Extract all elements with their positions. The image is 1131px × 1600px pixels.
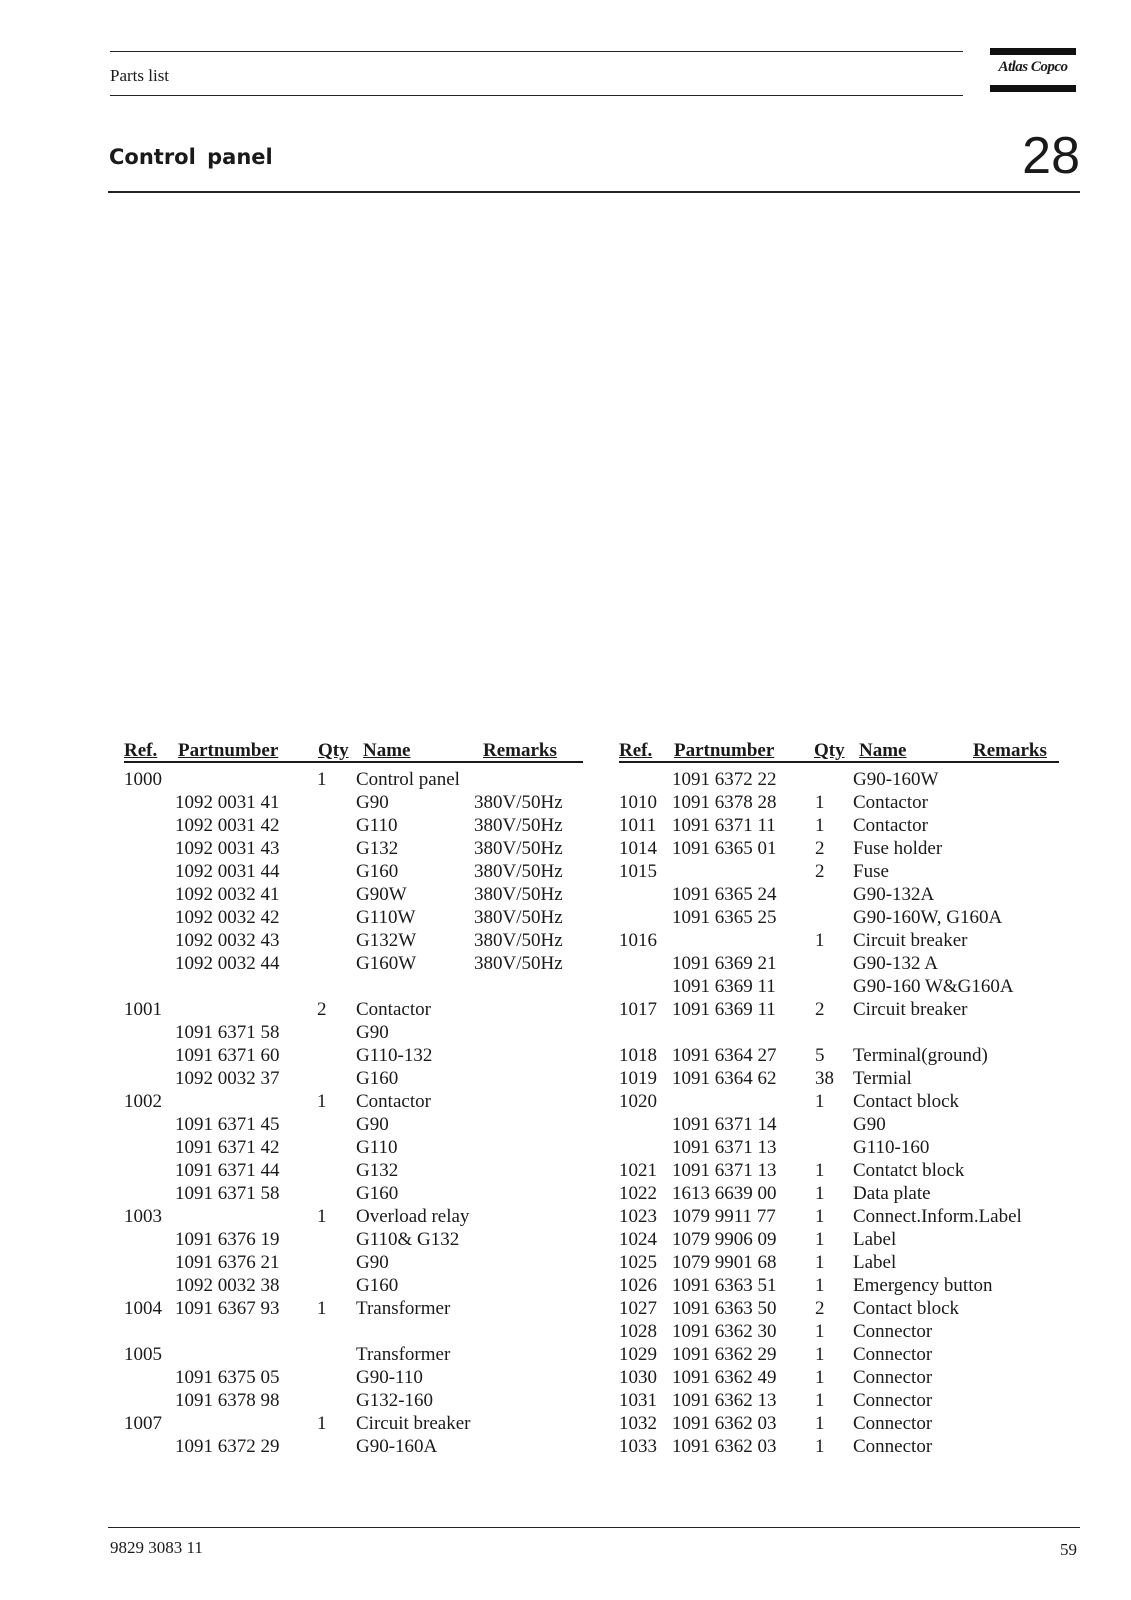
cell-ref: 1003 [124, 1206, 162, 1227]
cell-partnumber: 1091 6371 11 [672, 815, 776, 836]
cell-partnumber: 1092 0032 42 [175, 907, 280, 928]
table-row [619, 838, 1059, 861]
cell-name: G110-132 [356, 1045, 433, 1066]
cell-partnumber: 1091 6369 11 [672, 976, 776, 997]
table-row [124, 1436, 583, 1459]
table-row [619, 861, 1059, 884]
cell-partnumber: 1091 6367 93 [175, 1298, 280, 1319]
cell-name: G90W [356, 884, 407, 905]
cell-qty: 1 [815, 1160, 825, 1181]
table-header [619, 740, 1059, 764]
cell-name: G90 [356, 1252, 389, 1273]
cell-remarks: 380V/50Hz [474, 930, 563, 951]
col-ref-header: Ref. [619, 740, 653, 761]
table-row [124, 1390, 583, 1413]
cell-partnumber: 1091 6371 45 [175, 1114, 280, 1135]
table-row [124, 1275, 583, 1298]
cell-name: G160 [356, 1068, 399, 1089]
cell-ref: 1022 [619, 1183, 657, 1204]
cell-name: G90-160 W&G160A [853, 976, 1014, 997]
cell-partnumber: 1091 6365 24 [672, 884, 777, 905]
table-row [619, 1436, 1059, 1459]
cell-partnumber: 1091 6364 62 [672, 1068, 777, 1089]
cell-name: Connector [853, 1390, 933, 1411]
parts-table-right [619, 740, 1059, 1459]
cell-qty: 1 [317, 769, 327, 790]
cell-partnumber: 1092 0031 44 [175, 861, 280, 882]
cell-qty: 1 [815, 1206, 825, 1227]
cell-name: Connector [853, 1367, 933, 1388]
section-number: 28 [1022, 127, 1080, 185]
table-row [619, 815, 1059, 838]
cell-name: G160 [356, 861, 399, 882]
cell-qty: 1 [815, 1367, 825, 1388]
cell-remarks: 380V/50Hz [474, 953, 563, 974]
cell-name: G110& G132 [356, 1229, 460, 1250]
cell-name: G110 [356, 1137, 398, 1158]
cell-name: Contatct block [853, 1160, 965, 1181]
cell-name: G90-132A [853, 884, 935, 905]
cell-name: Emergency button [853, 1275, 993, 1296]
table-row [619, 1045, 1059, 1068]
cell-name: G160W [356, 953, 417, 974]
cell-partnumber: 1092 0031 43 [175, 838, 280, 859]
cell-name: G160 [356, 1275, 399, 1296]
cell-partnumber: 1091 6371 14 [672, 1114, 777, 1135]
cell-qty: 1 [815, 1252, 825, 1273]
table-row [619, 1206, 1059, 1229]
cell-name: Connector [853, 1321, 933, 1342]
cell-name: G90-110 [356, 1367, 423, 1388]
cell-name: Transformer [356, 1298, 451, 1319]
cell-name: Circuit breaker [853, 999, 968, 1020]
cell-name: G110-160 [853, 1137, 930, 1158]
cell-partnumber: 1091 6362 03 [672, 1436, 777, 1457]
cell-name: G132 [356, 838, 399, 859]
cell-name: Contactor [356, 999, 431, 1020]
cell-partnumber: 1079 9901 68 [672, 1252, 777, 1273]
cell-name: Fuse [853, 861, 889, 882]
cell-partnumber: 1091 6372 22 [672, 769, 777, 790]
cell-name: G90 [853, 1114, 886, 1135]
cell-partnumber: 1091 6378 98 [175, 1390, 280, 1411]
cell-partnumber: 1091 6371 58 [175, 1022, 280, 1043]
cell-partnumber: 1091 6362 30 [672, 1321, 777, 1342]
col-partnumber-header: Partnumber [178, 740, 279, 761]
table-row [619, 1183, 1059, 1206]
table-row [124, 792, 583, 815]
table-row [124, 930, 583, 953]
cell-remarks: 380V/50Hz [474, 907, 563, 928]
cell-partnumber: 1091 6371 60 [175, 1045, 280, 1066]
col-name-header: Name [859, 740, 907, 761]
table-row [124, 907, 583, 930]
table-row [124, 953, 583, 976]
cell-partnumber: 1091 6362 29 [672, 1344, 777, 1365]
cell-qty: 1 [815, 1321, 825, 1342]
cell-partnumber: 1091 6369 11 [672, 999, 776, 1020]
table-row [619, 1275, 1059, 1298]
cell-remarks: 380V/50Hz [474, 884, 563, 905]
cell-partnumber: 1091 6362 49 [672, 1367, 777, 1388]
cell-ref: 1028 [619, 1321, 657, 1342]
row-spacer [124, 976, 583, 999]
cell-partnumber: 1091 6363 51 [672, 1275, 777, 1296]
footer-doc-number: 9829 3083 11 [110, 1538, 203, 1557]
row-spacer [124, 1321, 583, 1344]
table-row [619, 1091, 1059, 1114]
col-name-header: Name [363, 740, 411, 761]
cell-partnumber: 1091 6363 50 [672, 1298, 777, 1319]
table-row [619, 1413, 1059, 1436]
cell-ref: 1017 [619, 999, 657, 1020]
cell-ref: 1024 [619, 1229, 657, 1250]
cell-partnumber: 1092 0032 43 [175, 930, 280, 951]
cell-name: Label [853, 1229, 897, 1250]
table-row [124, 1252, 583, 1275]
row-spacer [619, 1022, 1059, 1045]
cell-name: Termial [853, 1068, 912, 1089]
cell-name: Contact block [853, 1091, 960, 1112]
cell-qty: 1 [815, 1091, 825, 1112]
cell-ref: 1015 [619, 861, 657, 882]
cell-partnumber: 1079 9911 77 [672, 1206, 776, 1227]
col-partnumber-header: Partnumber [674, 740, 775, 761]
cell-name: Contactor [853, 792, 928, 813]
table-row [619, 930, 1059, 953]
cell-partnumber: 1091 6362 03 [672, 1413, 777, 1434]
table-row [124, 1183, 583, 1206]
header-section-label: Parts list [110, 66, 170, 85]
cell-ref: 1007 [124, 1413, 162, 1434]
cell-partnumber: 1079 9906 09 [672, 1229, 777, 1250]
header-top-rule [110, 51, 963, 52]
cell-qty: 1 [815, 1344, 825, 1365]
table-row [124, 769, 583, 792]
brand-logo [990, 48, 1076, 94]
cell-name: G110 [356, 815, 398, 836]
cell-name: G132W [356, 930, 417, 951]
cell-ref: 1027 [619, 1298, 657, 1319]
col-remarks-header: Remarks [483, 740, 557, 761]
cell-partnumber: 1092 0031 42 [175, 815, 280, 836]
cell-ref: 1000 [124, 769, 162, 790]
cell-name: G90-160A [356, 1436, 438, 1457]
cell-name: Circuit breaker [356, 1413, 471, 1434]
cell-ref: 1010 [619, 792, 657, 813]
col-remarks-header: Remarks [973, 740, 1047, 761]
col-qty-header: Qty [318, 740, 349, 761]
cell-qty: 1 [815, 1229, 825, 1250]
cell-name: Label [853, 1252, 897, 1273]
cell-qty: 1 [815, 1413, 825, 1434]
cell-partnumber: 1091 6365 25 [672, 907, 777, 928]
table-row [124, 861, 583, 884]
cell-partnumber: 1091 6376 21 [175, 1252, 280, 1273]
cell-partnumber: 1091 6376 19 [175, 1229, 280, 1250]
cell-name: G90-160W, G160A [853, 907, 1003, 928]
cell-qty: 1 [815, 1183, 825, 1204]
cell-qty: 1 [815, 815, 825, 836]
cell-partnumber: 1091 6364 27 [672, 1045, 777, 1066]
cell-partnumber: 1091 6371 58 [175, 1183, 280, 1204]
table-row [124, 1413, 583, 1436]
cell-ref: 1025 [619, 1252, 657, 1273]
parts-table-left [124, 740, 583, 1459]
table-row [124, 1344, 583, 1367]
cell-name: Contactor [853, 815, 928, 836]
cell-name: Contact block [853, 1298, 960, 1319]
col-qty-header: Qty [814, 740, 845, 761]
table-row [619, 792, 1059, 815]
cell-name: Connector [853, 1436, 933, 1457]
cell-qty: 1 [815, 792, 825, 813]
table-row [124, 1229, 583, 1252]
col-ref-header: Ref. [124, 740, 158, 761]
cell-partnumber: 1091 6369 21 [672, 953, 777, 974]
cell-ref: 1023 [619, 1206, 657, 1227]
table-row [619, 953, 1059, 976]
cell-remarks: 380V/50Hz [474, 861, 563, 882]
cell-partnumber: 1091 6371 42 [175, 1137, 280, 1158]
table-row [124, 1137, 583, 1160]
cell-name: Data plate [853, 1183, 931, 1204]
table-row [619, 907, 1059, 930]
cell-partnumber: 1092 0031 41 [175, 792, 280, 813]
cell-ref: 1031 [619, 1390, 657, 1411]
table-row [124, 838, 583, 861]
cell-ref: 1005 [124, 1344, 162, 1365]
cell-name: Terminal(ground) [853, 1045, 988, 1066]
table-row [619, 1229, 1059, 1252]
table-row [619, 884, 1059, 907]
table-header [124, 740, 583, 764]
cell-qty: 2 [815, 1298, 825, 1319]
table-row [619, 1252, 1059, 1275]
table-row [619, 1344, 1059, 1367]
table-row [124, 1068, 583, 1091]
footer-page-number: 59 [1060, 1540, 1077, 1559]
cell-qty: 2 [815, 838, 825, 859]
cell-partnumber: 1091 6375 05 [175, 1367, 280, 1388]
cell-name: G90 [356, 792, 389, 813]
cell-partnumber: 1091 6378 28 [672, 792, 777, 813]
cell-name: Transformer [356, 1344, 451, 1365]
table-rows [619, 769, 1059, 1459]
cell-ref: 1026 [619, 1275, 657, 1296]
cell-qty: 1 [317, 1413, 327, 1434]
cell-qty: 1 [317, 1091, 327, 1112]
table-row [124, 1298, 583, 1321]
table-row [619, 1137, 1059, 1160]
cell-qty: 1 [317, 1298, 327, 1319]
cell-partnumber: 1092 0032 44 [175, 953, 280, 974]
cell-ref: 1018 [619, 1045, 657, 1066]
cell-qty: 2 [815, 999, 825, 1020]
table-row [124, 1160, 583, 1183]
cell-qty: 1 [815, 1275, 825, 1296]
cell-ref: 1004 [124, 1298, 162, 1319]
cell-name: Connect.Inform.Label [853, 1206, 1022, 1227]
table-row [619, 1114, 1059, 1137]
cell-qty: 2 [815, 861, 825, 882]
cell-partnumber: 1091 6371 44 [175, 1160, 280, 1181]
cell-ref: 1011 [619, 815, 657, 836]
cell-name: Overload relay [356, 1206, 470, 1227]
table-row [619, 1390, 1059, 1413]
cell-qty: 1 [815, 1390, 825, 1411]
cell-qty: 38 [815, 1068, 834, 1089]
cell-ref: 1019 [619, 1068, 657, 1089]
cell-name: Control panel [356, 769, 460, 790]
cell-qty: 1 [317, 1206, 327, 1227]
cell-name: Circuit breaker [853, 930, 968, 951]
cell-remarks: 380V/50Hz [474, 815, 563, 836]
table-row [619, 1321, 1059, 1344]
brand-logo-text: Atlas Copco [998, 59, 1068, 75]
table-row [619, 999, 1059, 1022]
cell-remarks: 380V/50Hz [474, 838, 563, 859]
cell-partnumber: 1091 6365 01 [672, 838, 777, 859]
cell-remarks: 380V/50Hz [474, 792, 563, 813]
table-row [124, 1091, 583, 1114]
cell-name: G132 [356, 1160, 399, 1181]
cell-ref: 1016 [619, 930, 657, 951]
cell-name: G90 [356, 1022, 389, 1043]
cell-qty: 5 [815, 1045, 825, 1066]
table-row [124, 1206, 583, 1229]
table-row [124, 1114, 583, 1137]
cell-name: Connector [853, 1344, 933, 1365]
cell-qty: 2 [317, 999, 327, 1020]
cell-ref: 1001 [124, 999, 162, 1020]
cell-partnumber: 1091 6371 13 [672, 1160, 777, 1181]
cell-qty: 1 [815, 930, 825, 951]
header-bottom-rule [110, 95, 963, 96]
cell-partnumber: 1092 0032 37 [175, 1068, 280, 1089]
footer-rule [108, 1527, 1080, 1528]
cell-partnumber: 1092 0032 41 [175, 884, 280, 905]
cell-name: G90-160W [853, 769, 939, 790]
cell-name: Connector [853, 1413, 933, 1434]
title-rule [108, 191, 1080, 193]
cell-partnumber: 1091 6372 29 [175, 1436, 280, 1457]
cell-partnumber: 1091 6371 13 [672, 1137, 777, 1158]
cell-ref: 1020 [619, 1091, 657, 1112]
table-row [124, 999, 583, 1022]
table-row [124, 884, 583, 907]
table-row [619, 976, 1059, 999]
cell-name: Contactor [356, 1091, 431, 1112]
cell-partnumber: 1613 6639 00 [672, 1183, 777, 1204]
cell-name: G110W [356, 907, 416, 928]
cell-name: G90-132 A [853, 953, 938, 974]
table-row [124, 1367, 583, 1390]
table-row [124, 1022, 583, 1045]
table-row [619, 1160, 1059, 1183]
table-rows [124, 769, 583, 1459]
table-row [619, 769, 1059, 792]
table-row [619, 1298, 1059, 1321]
cell-ref: 1029 [619, 1344, 657, 1365]
cell-partnumber: 1092 0032 38 [175, 1275, 280, 1296]
cell-ref: 1033 [619, 1436, 657, 1457]
page-title: Control panel [109, 145, 273, 169]
cell-qty: 1 [815, 1436, 825, 1457]
cell-ref: 1002 [124, 1091, 162, 1112]
table-row [124, 1045, 583, 1068]
table-row [619, 1367, 1059, 1390]
cell-name: G90 [356, 1114, 389, 1135]
cell-name: Fuse holder [853, 838, 943, 859]
cell-ref: 1014 [619, 838, 657, 859]
cell-name: G160 [356, 1183, 399, 1204]
cell-partnumber: 1091 6362 13 [672, 1390, 777, 1411]
table-row [124, 815, 583, 838]
cell-ref: 1021 [619, 1160, 657, 1181]
cell-name: G132-160 [356, 1390, 434, 1411]
cell-ref: 1030 [619, 1367, 657, 1388]
cell-ref: 1032 [619, 1413, 657, 1434]
table-row [619, 1068, 1059, 1091]
